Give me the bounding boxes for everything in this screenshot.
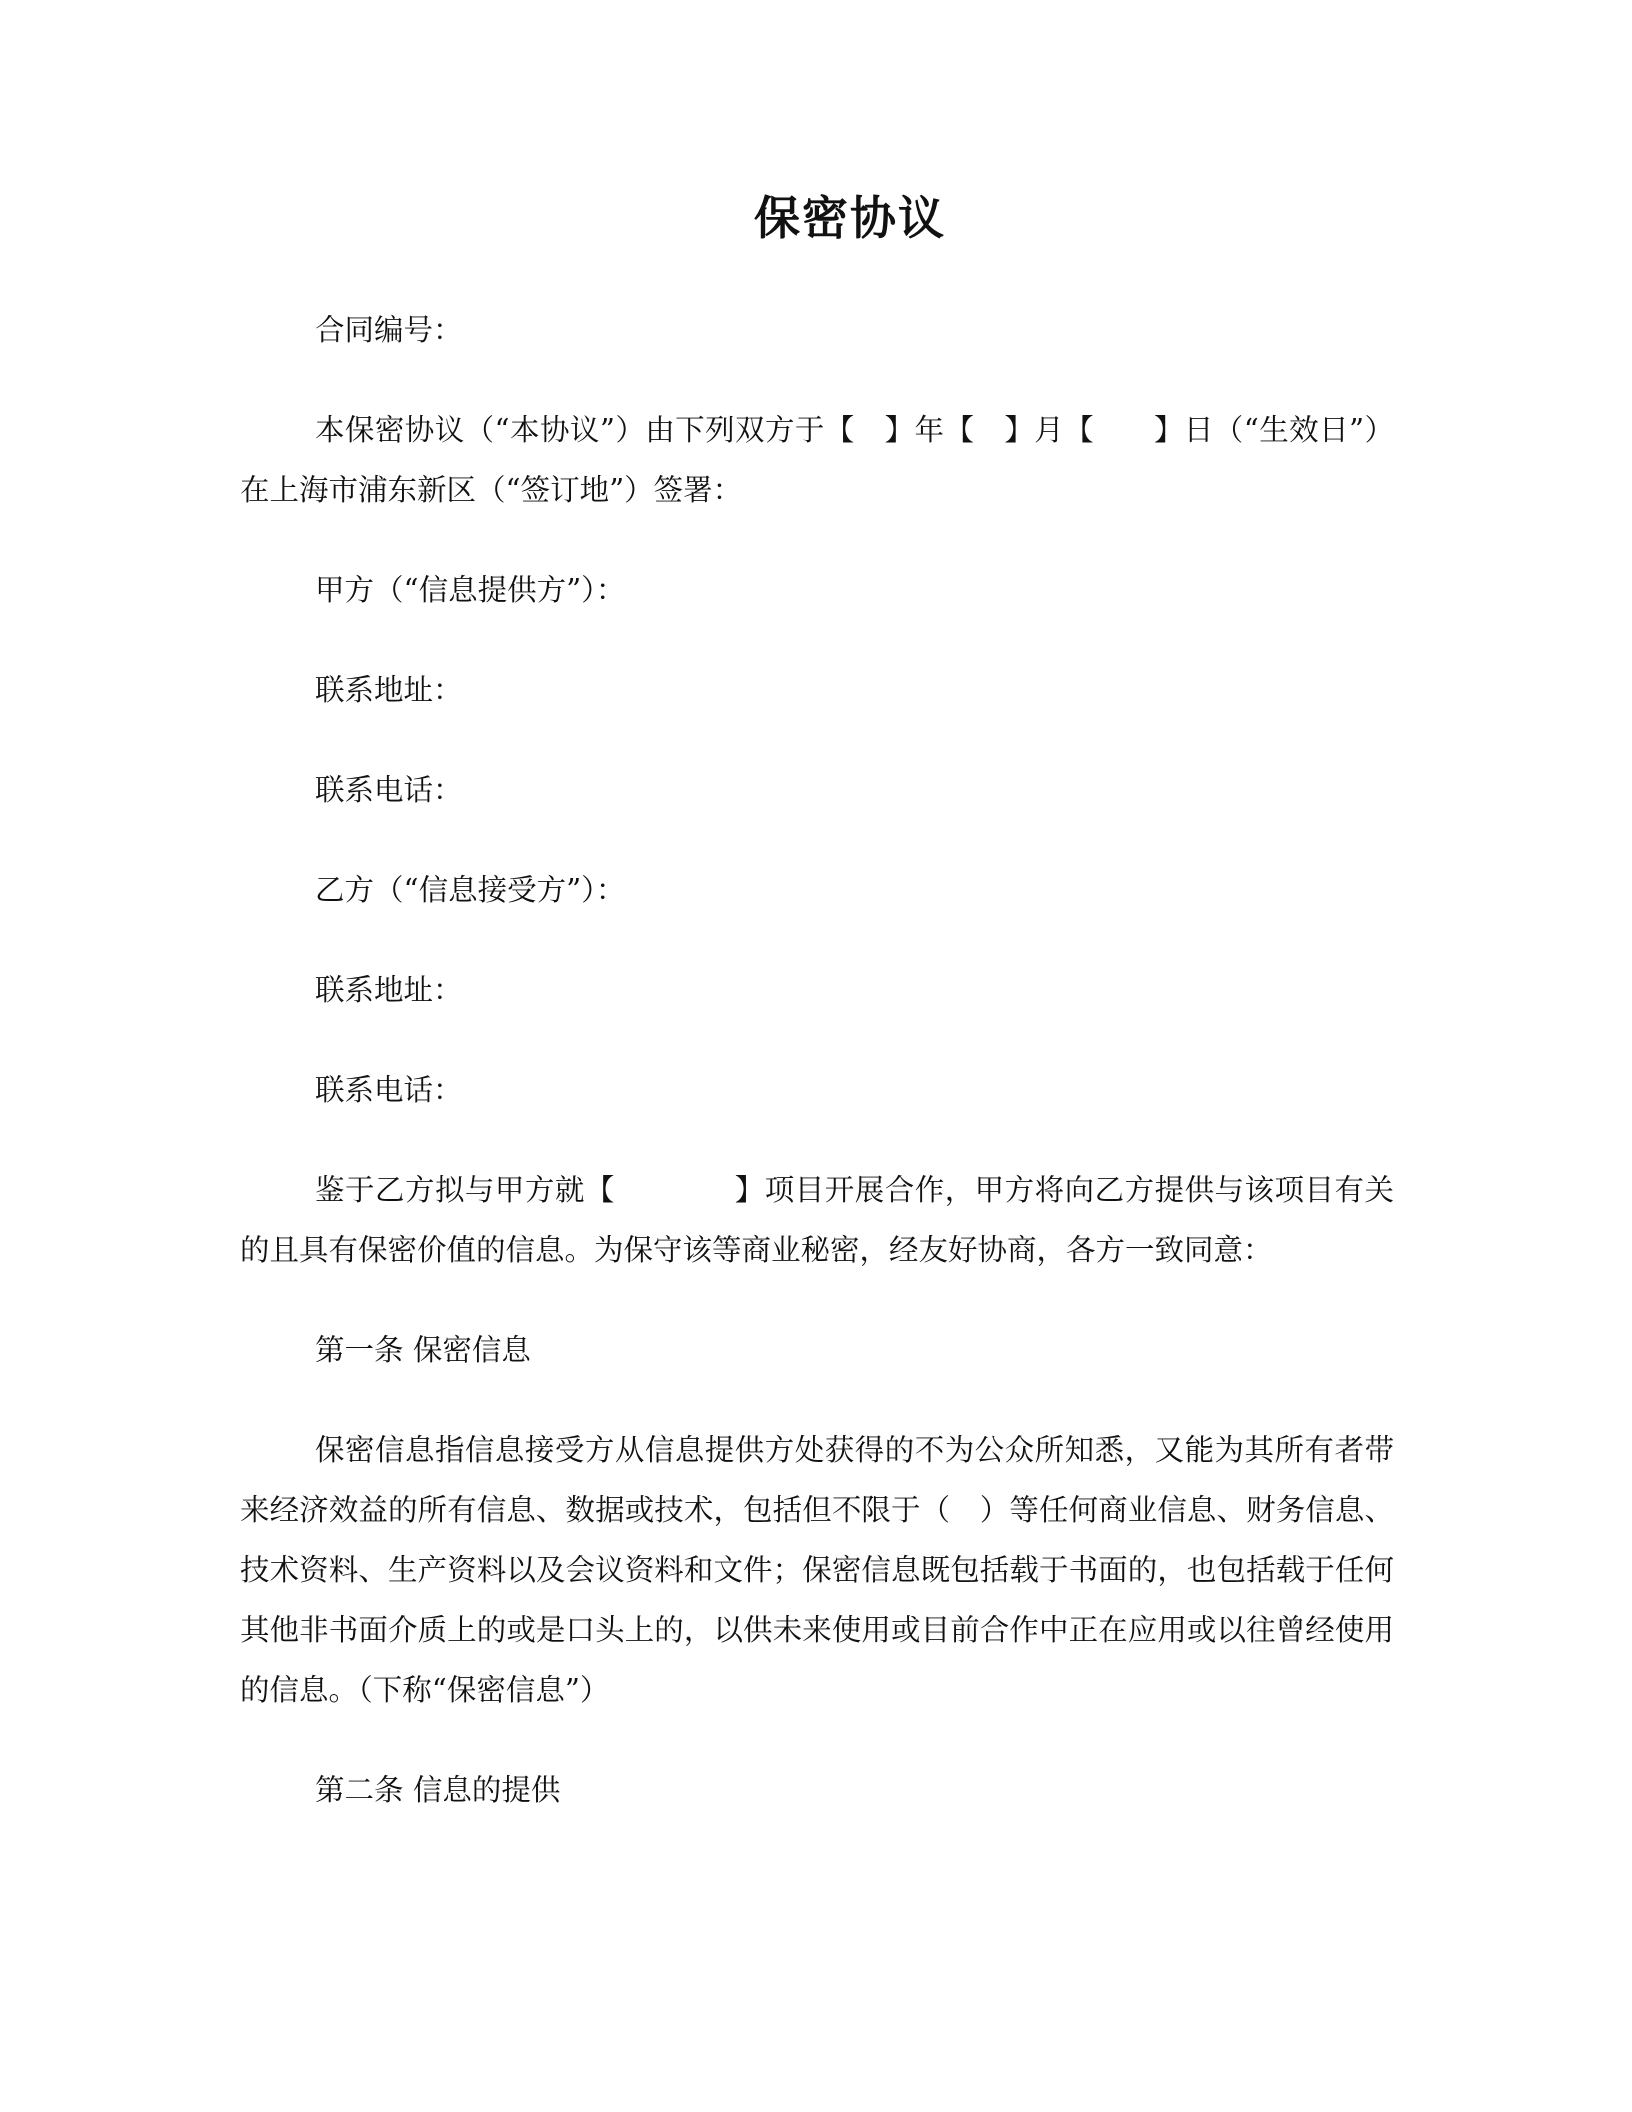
- party-b-address: 联系地址：: [315, 973, 463, 1007]
- document-body: [240, 300, 1394, 1860]
- party-a-address: 联系地址：: [315, 673, 463, 707]
- party-a-label: 甲方（“信息提供方”）：: [315, 573, 626, 607]
- document-title: 保密协议: [754, 191, 946, 245]
- contract-number: 合同编号：: [315, 313, 463, 347]
- party-b-phone: 联系电话：: [315, 1073, 463, 1107]
- agreement-intro: 本保密协议（“本协议”）由下列双方于【 】年【 】月【 】日（“生效日”）在上海市浦东新区（“签订地”）签署：: [240, 413, 1394, 507]
- party-a-phone: 联系电话：: [315, 773, 463, 807]
- recital-paragraph: 鉴于乙方拟与甲方就【 】项目开展合作，甲方将向乙方提供与该项目有关的且具有保密价值的信息。为保守该等商业秘密，经友好协商，各方一致同意：: [240, 1173, 1394, 1267]
- party-b-label: 乙方（“信息接受方”）：: [315, 873, 626, 907]
- article-1-heading: 第一条 保密信息: [315, 1333, 531, 1367]
- article-2-heading: 第二条 信息的提供: [315, 1773, 561, 1807]
- article-1-body: 保密信息指信息接受方从信息提供方处获得的不为公众所知悉，又能为其所有者带来经济效益的所有信息、数据或技术，包括但不限于（ ）等任何商业信息、财务信息、技术资料、生产资料以及会议资料和文件；保密信息既包括载于书面的，也包括载于任何其他非书面介质上的或是口头上的，以供未来使用或目前合作中正在应用或以往曾经使用的信息。（下称“保密信息”）: [240, 1433, 1394, 1707]
